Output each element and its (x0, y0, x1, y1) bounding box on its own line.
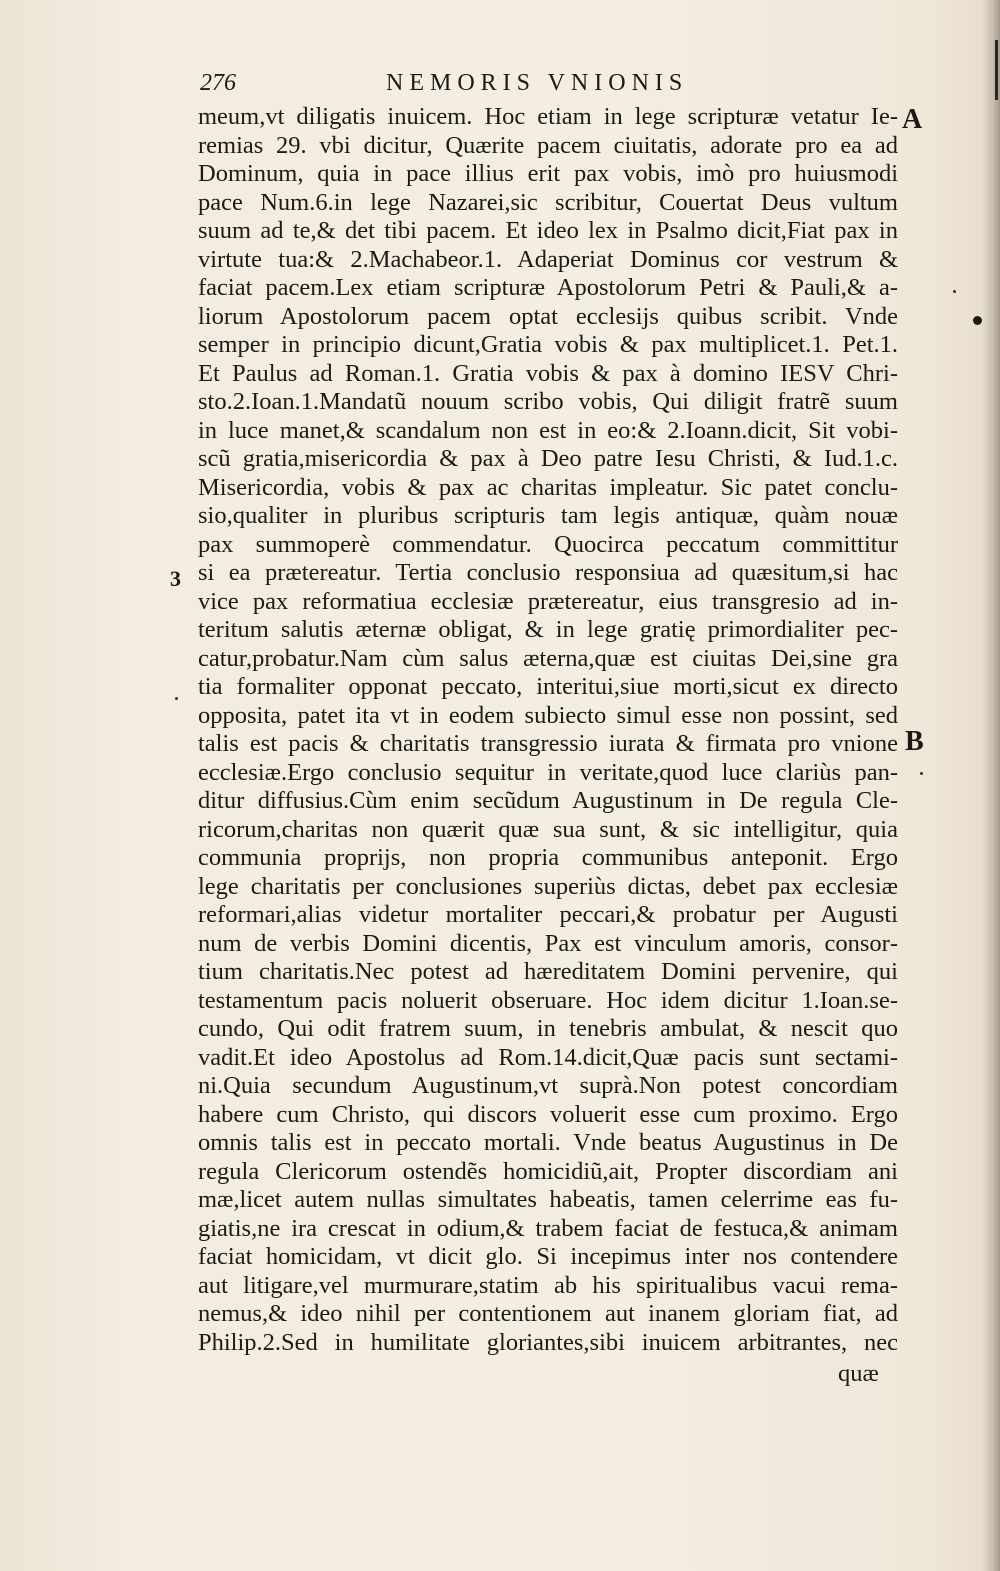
margin-speck (920, 772, 923, 775)
text-line: omnis talis est in peccato mortali. Vnde beatus Augustinus in De (198, 1129, 898, 1156)
binding-shadow (982, 0, 1000, 1571)
text-line: scũ gratia,misericordia & pax à Deo patre Iesu Christi, & Iud.1.c. (198, 445, 898, 472)
text-line: Misericordia, vobis & pax ac charitas impleatur. Sic patet conclu‑ (198, 473, 898, 501)
text-line: communia proprijs, non propria communibus anteponit. Ergo (198, 844, 898, 871)
text-line: ecclesiæ.Ergo conclusio sequitur in veritate,quod luce clariùs pan‑ (198, 758, 898, 786)
text-line: ricorum,charitas non quærit quæ sua sunt, & sic intelligitur, quia (198, 815, 898, 843)
text-line: faciat homicidam, vt dicit glo. Si incepimus inter nos contendere (198, 1243, 898, 1270)
text-block (198, 103, 898, 1357)
margin-section-number: 3 (170, 566, 181, 591)
page-edge-mark (995, 40, 998, 100)
margin-letter-a: A (902, 104, 923, 135)
text-line: Dominum, quia in pace illius erit pax vobis, imò pro huiusmodi (198, 160, 898, 187)
page-number: 276 (200, 70, 236, 96)
text-line: virtute tua:& 2.Machabeor.1. Adaperiat Dominus cor vestrum & (198, 245, 898, 273)
page-header (200, 66, 900, 100)
text-line: Philip.2.Sed in humilitate gloriantes,sibi inuicem arbitrantes, nec (198, 1328, 898, 1356)
text-line: ni.Quia secundum Augustinum,vt suprà.Non potest concordiam (198, 1072, 898, 1099)
catchword: quæ (838, 1360, 879, 1387)
text-line: habere cum Christo, qui discors voluerit esse cum proximo. Ergo (198, 1100, 898, 1128)
margin-dot (973, 316, 982, 325)
text-line: tium charitatis.Nec potest ad hæreditatem Domini pervenire, qui (198, 958, 898, 985)
text-line: num de verbis Domini dicentis, Pax est vinculum amoris, consor‑ (198, 929, 898, 957)
text-line: vadit.Et ideo Apostolus ad Rom.14.dicit,Quæ pacis sunt sectami‑ (198, 1043, 898, 1071)
text-line: meum,vt diligatis inuicem. Hoc etiam in lege scripturæ vetatur Ie‑ (198, 103, 898, 130)
text-line: tia formaliter opponat peccato, interitui,siue morti,sicut ex directo (198, 673, 898, 700)
text-line: liorum Apostolorum pacem optat ecclesijs quibus scribit. Vnde (198, 302, 898, 330)
text-line: Et Paulus ad Roman.1. Gratia vobis & pax à domino IESV Chri‑ (198, 359, 898, 387)
text-line: talis est pacis & charitatis transgressio iurata & firmata pro vnione (198, 730, 898, 757)
text-line: vice pax reformatiua ecclesiæ prætereatur, eius transgresio ad in‑ (198, 587, 898, 615)
text-line: cundo, Qui odit fratrem suum, in tenebris ambulat, & nescit quo (198, 1015, 898, 1042)
text-line: sio,qualiter in pluribus scripturis tam legis antiquæ, quàm nouæ (198, 502, 898, 529)
text-line: opposita, patet ita vt in eodem subiecto simul esse non possint, sed (198, 701, 898, 729)
text-line: suum ad te,& det tibi pacem. Et ideo lex in Psalmo dicit,Fiat pax in (198, 217, 898, 244)
running-head: NEMORIS VNIONIS (386, 70, 689, 96)
text-line: giatis,ne ira crescat in odium,& trabem faciat de festuca,& animam (198, 1214, 898, 1242)
text-line: ditur diffusius.Cùm enim secũdum Augustinum in De regula Cle‑ (198, 787, 898, 814)
text-line: mæ,licet autem nullas simultates habeatis, tamen celerrime eas fu‑ (198, 1186, 898, 1213)
text-line: teritum salutis æternæ obligat, & in lege gratię primordialiter pec‑ (198, 616, 898, 643)
margin-speck (175, 697, 178, 700)
text-line: regula Clericorum ostendẽs homicidiũ,ait, Propter discordiam ani (198, 1157, 898, 1185)
text-line: reformari,alias videtur mortaliter peccari,& probatur per Augusti (198, 901, 898, 928)
text-line: faciat pacem.Lex etiam scripturæ Apostolorum Petri & Pauli,& a‑ (198, 274, 898, 301)
text-line: remias 29. vbi dicitur, Quærite pacem ciuitatis, adorate pro ea ad (198, 131, 898, 159)
text-line: si ea prætereatur. Tertia conclusio responsiua ad quæsitum,si hac (198, 559, 898, 586)
margin-speck (953, 290, 956, 293)
text-line: catur,probatur.Nam cùm salus æterna,quæ est ciuitas Dei,sine gra (198, 644, 898, 672)
text-line: aut litigare,vel murmurare,statim ab his spiritualibus vacui rema‑ (198, 1271, 898, 1299)
text-line: pax summoperè commendatur. Quocirca peccatum committitur (198, 530, 898, 558)
text-line: nemus,& ideo nihil per contentionem aut inanem gloriam fiat, ad (198, 1300, 898, 1327)
text-line: testamentum pacis noluerit obseruare. Hoc idem dicitur 1.Ioan.se‑ (198, 986, 898, 1014)
text-line: in luce manet,& scandalum non est in eo:& 2.Ioann.dicit, Sit vobi‑ (198, 416, 898, 444)
text-line: semper in principio dicunt,Gratia vobis & pax multiplicet.1. Pet.1. (198, 331, 898, 358)
text-line: sto.2.Ioan.1.Mandatũ nouum scribo vobis, Qui diligit fratrẽ suum (198, 388, 898, 415)
margin-letter-b: B (905, 726, 924, 757)
text-line: lege charitatis per conclusiones superiùs dictas, debet pax ecclesiæ (198, 872, 898, 900)
text-line: pace Num.6.in lege Nazarei,sic scribitur, Couertat Deus vultum (198, 188, 898, 216)
